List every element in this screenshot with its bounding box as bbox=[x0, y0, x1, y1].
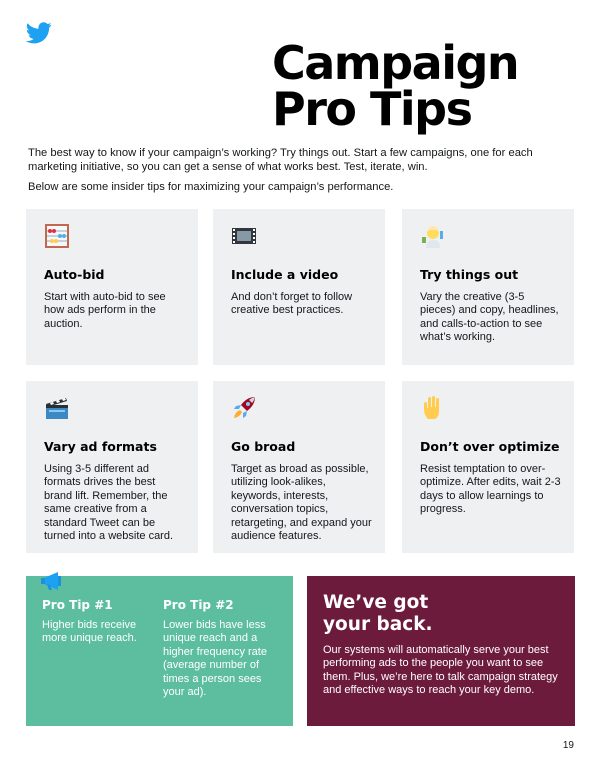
card-title: Try things out bbox=[420, 267, 519, 282]
scientist-icon bbox=[420, 223, 446, 249]
support-heading bbox=[323, 592, 559, 636]
page-title bbox=[272, 36, 519, 136]
abacus-icon bbox=[44, 223, 70, 249]
pro-tip-1-title: Pro Tip #1 bbox=[42, 598, 113, 612]
tip-card-go-broad bbox=[213, 381, 385, 553]
page-title-line-1: Campaign bbox=[272, 36, 519, 90]
support-heading-line-2: your back. bbox=[323, 614, 433, 635]
page-title-line-2: Pro Tips bbox=[272, 82, 472, 136]
card-title: Vary ad formats bbox=[44, 439, 157, 454]
pro-tip-2-text: Lower bids have less unique reach and a higher frequency rate (average number of times a person sees your ad). bbox=[163, 619, 267, 699]
card-title: Auto-bid bbox=[44, 267, 105, 282]
card-title: Include a video bbox=[231, 267, 339, 282]
support-box bbox=[307, 576, 575, 726]
support-text: Our systems will automatically serve your best performing ads to the people you want to see them. Plus, we’re here to talk campaign strategy and effective ways to reach your key demo. bbox=[323, 644, 558, 697]
pro-tips-box bbox=[26, 576, 293, 726]
tip-card-try-things-out bbox=[402, 209, 574, 365]
card-text: Resist temptation to over-optimize. After edits, wait 2-3 days to allow learnings to progress. bbox=[420, 463, 561, 516]
tip-card-vary-ad-formats bbox=[26, 381, 198, 553]
pro-tip-2-title: Pro Tip #2 bbox=[163, 598, 234, 612]
intro-paragraph: The best way to know if your campaign’s working? Try things out. Start a few campaigns, one for each marketing initiative, so you can get a sense of what works best. Test, iterate, win. bbox=[28, 147, 533, 173]
pro-tip-2 bbox=[163, 598, 275, 699]
card-title: Go broad bbox=[231, 439, 296, 454]
pro-tip-1 bbox=[42, 598, 154, 646]
rocket-icon bbox=[231, 395, 257, 421]
raised-hand-icon bbox=[420, 395, 446, 421]
card-text: Using 3-5 different ad formats drives the best brand lift. Remember, the same creative from a standard Tweet can be turned into a website card. bbox=[44, 463, 174, 543]
pro-tip-1-text: Higher bids receive more unique reach. bbox=[42, 619, 137, 645]
megaphone-icon bbox=[40, 570, 68, 592]
tip-card-auto-bid bbox=[26, 209, 198, 365]
intro-subparagraph: Below are some insider tips for maximizing your campaign’s performance. bbox=[28, 181, 394, 193]
page-number: 19 bbox=[562, 740, 574, 751]
tip-card-include-video bbox=[213, 209, 385, 365]
card-text: Target as broad as possible, utilizing look-alikes, keywords, interests, conversation topics, retargeting, and expand your audience features. bbox=[231, 463, 372, 543]
card-text: Start with auto-bid to see how ads perform in the auction. bbox=[44, 291, 166, 330]
tip-card-dont-over-optimize bbox=[402, 381, 574, 553]
card-text: Vary the creative (3-5 pieces) and copy, headlines, and calls-to-action to see what’s working. bbox=[420, 291, 559, 344]
clapper-board-icon bbox=[44, 395, 70, 421]
card-title: Don’t over optimize bbox=[420, 439, 560, 454]
twitter-bird-icon bbox=[26, 22, 52, 44]
film-strip-icon bbox=[231, 223, 257, 249]
card-text: And don’t forget to follow creative best practices. bbox=[231, 291, 353, 317]
support-heading-line-1: We’ve got bbox=[323, 592, 429, 613]
